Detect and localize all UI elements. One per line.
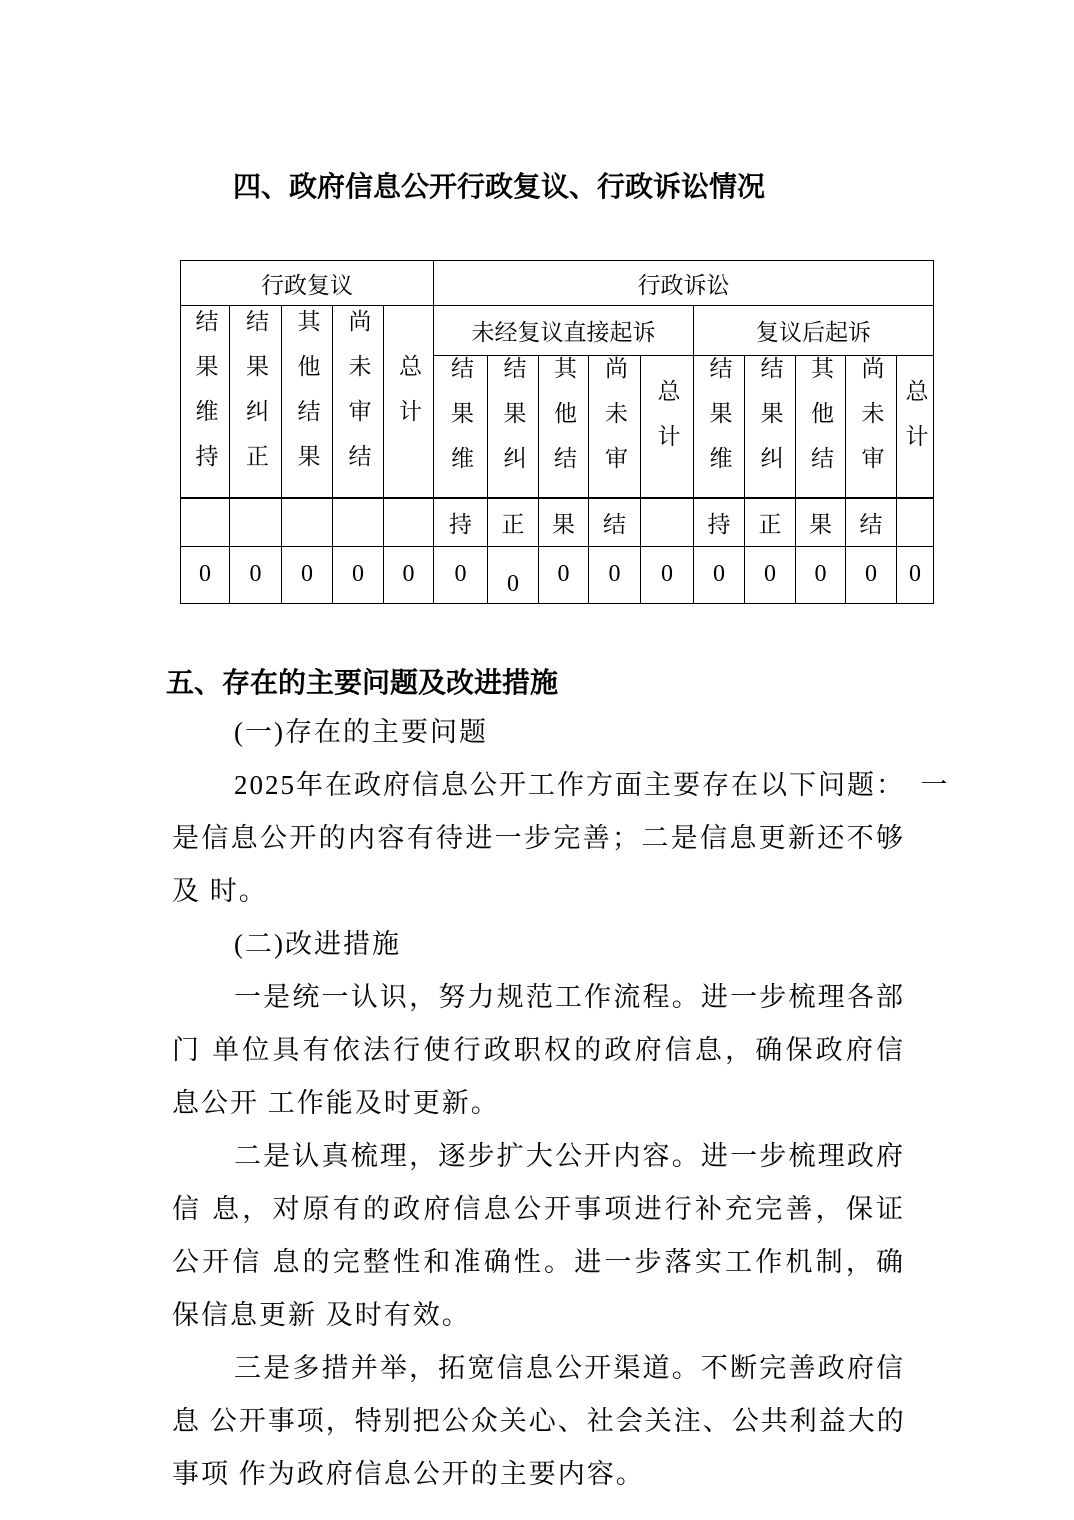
section4-heading: 四、政府信息公开行政复议、行政诉讼情况 — [233, 171, 766, 202]
litigation-col-header — [641, 356, 694, 499]
litigation-col-tail — [641, 498, 694, 546]
litigation-col-label: 结果维 — [706, 356, 732, 491]
section5-heading: 五、存在的主要问题及改进措施 — [166, 667, 559, 698]
empty-cell — [384, 498, 434, 546]
litigation-col-label: 尚未审 — [858, 356, 884, 491]
litigation-col-label: 其他结 — [808, 356, 834, 491]
review-col-label: 其他结果 — [294, 308, 320, 489]
litigation-col-header — [694, 356, 745, 499]
table-row — [181, 498, 934, 546]
litigation-col-tail: 持 — [434, 498, 488, 546]
review-col-header — [181, 306, 230, 499]
litigation-col-tail: 正 — [745, 498, 796, 546]
subsection2-heading: (二)改进措施 — [234, 929, 401, 959]
value-cell: 0 — [897, 546, 934, 603]
litigation-col-header — [846, 356, 897, 499]
value-cell: 0 — [589, 546, 641, 603]
value-cell: 0 — [181, 546, 230, 603]
table-row — [181, 306, 934, 356]
value-cell: 0 — [333, 546, 384, 603]
litigation-col-label: 总计 — [654, 378, 680, 469]
review-col-label: 尚未审结 — [345, 308, 371, 489]
litigation-col-tail: 结 — [589, 498, 641, 546]
paragraph-line: 2025年在政府信息公开工作方面主要存在以下问题： 一 — [234, 770, 950, 800]
review-col-header — [282, 306, 333, 499]
litigation-col-label: 结果维 — [448, 356, 474, 491]
paragraph-line: 保信息更新 及时有效。 — [172, 1300, 471, 1330]
value-cell: 0 — [434, 546, 488, 603]
review-col-label: 结果维持 — [192, 308, 218, 489]
litigation-col-header — [897, 356, 934, 499]
review-col-header — [384, 306, 434, 499]
litigation-col-label: 总计 — [902, 378, 928, 469]
value-cell: 0 — [796, 546, 846, 603]
paragraph-line: 事项 作为政府信息公开的主要内容。 — [172, 1459, 645, 1489]
value-cell: 0 — [230, 546, 282, 603]
paragraph-line: 二是认真梳理，逐步扩大公开内容。进一步梳理政府 — [234, 1141, 905, 1171]
paragraph-line: 息 公开事项，特别把公众关心、社会关注、公共利益大的 — [172, 1406, 906, 1436]
subsection1-heading: (一)存在的主要问题 — [234, 717, 488, 747]
empty-cell — [230, 498, 282, 546]
review-group-header: 行政复议 — [181, 261, 434, 306]
litigation-col-header — [745, 356, 796, 499]
review-col-label: 总计 — [396, 353, 422, 444]
litigation-col-tail: 正 — [488, 498, 539, 546]
litigation-col-header — [488, 356, 539, 499]
direct-suit-subgroup-header: 未经复议直接起诉 — [434, 306, 694, 356]
review-col-header — [333, 306, 384, 499]
litigation-col-tail: 持 — [694, 498, 745, 546]
value-cell: 0 — [488, 546, 539, 603]
paragraph-line: 是信息公开的内容有待进一步完善；二是信息更新还不够 — [172, 823, 905, 853]
body-text — [172, 706, 950, 1501]
table-row — [181, 261, 934, 306]
litigation-col-label: 结果纠 — [757, 356, 783, 491]
value-cell: 0 — [745, 546, 796, 603]
value-cell: 0 — [384, 546, 434, 603]
litigation-col-label: 尚未审 — [602, 356, 628, 491]
review-col-label: 结果纠正 — [243, 308, 268, 489]
paragraph-line: 门 单位具有依法行使行政职权的政府信息，确保政府信 — [172, 1035, 905, 1065]
empty-cell — [181, 498, 230, 546]
review-col-header — [230, 306, 282, 499]
litigation-group-header: 行政诉讼 — [434, 261, 934, 306]
value-cell: 0 — [539, 546, 589, 603]
litigation-col-header — [539, 356, 589, 499]
paragraph-line: 三是多措并举，拓宽信息公开渠道。不断完善政府信 — [234, 1353, 905, 1383]
litigation-col-tail — [897, 498, 934, 546]
empty-cell — [333, 498, 384, 546]
value-cell: 0 — [282, 546, 333, 603]
table-row — [181, 546, 934, 603]
litigation-col-header — [796, 356, 846, 499]
litigation-col-label: 其他结 — [551, 356, 577, 491]
paragraph-line: 一是统一认识，努力规范工作流程。进一步梳理各部 — [234, 982, 905, 1012]
empty-cell — [282, 498, 333, 546]
litigation-col-header — [589, 356, 641, 499]
paragraph-line: 信 息，对原有的政府信息公开事项进行补充完善，保证 — [172, 1194, 905, 1224]
litigation-col-header — [434, 356, 488, 499]
admin-review-litigation-table — [180, 260, 934, 604]
value-cell: 0 — [846, 546, 897, 603]
litigation-col-tail: 果 — [796, 498, 846, 546]
value-cell: 0 — [694, 546, 745, 603]
litigation-col-label: 结果纠 — [500, 356, 526, 491]
paragraph-line: 公开信 息的完整性和准确性。进一步落实工作机制，确 — [172, 1247, 905, 1277]
litigation-col-tail: 结 — [846, 498, 897, 546]
value-cell: 0 — [641, 546, 694, 603]
paragraph-line: 及 时。 — [172, 876, 268, 906]
litigation-col-tail: 果 — [539, 498, 589, 546]
paragraph-line: 息公开 工作能及时更新。 — [172, 1088, 500, 1118]
post-review-subgroup-header: 复议后起诉 — [694, 306, 934, 356]
